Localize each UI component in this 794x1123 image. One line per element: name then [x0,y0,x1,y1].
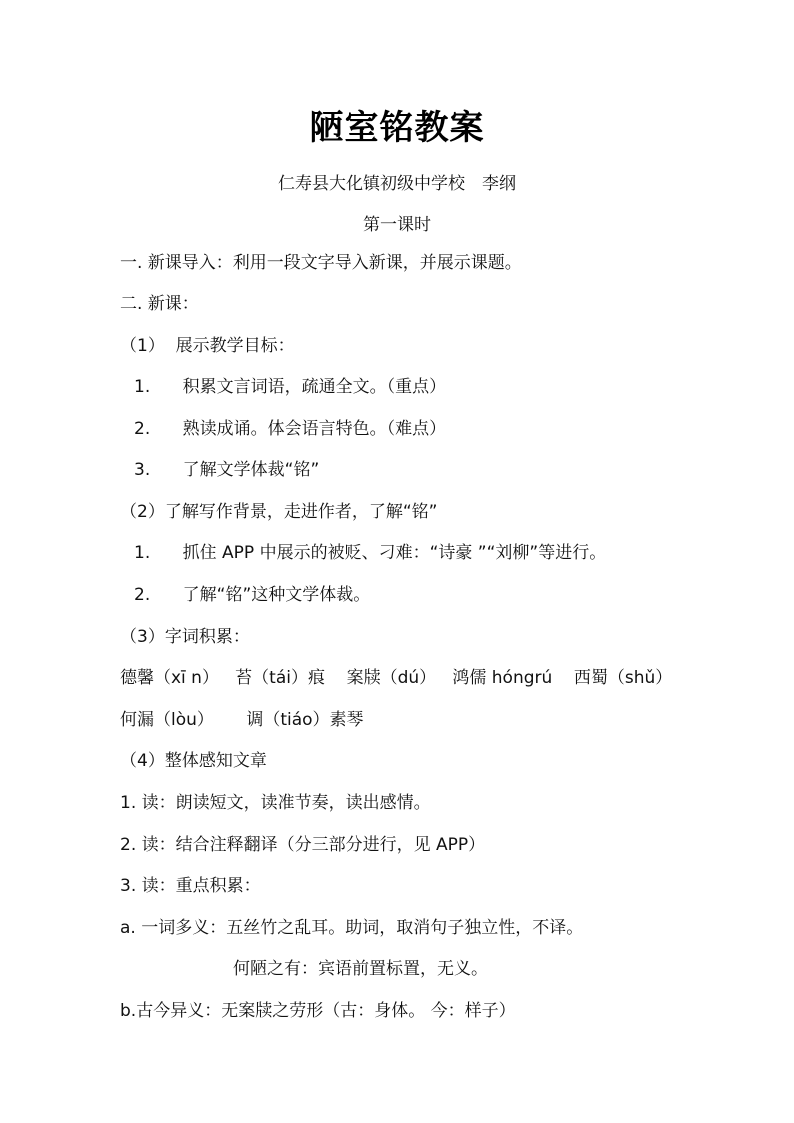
subsection-objectives: （1） 展示教学目标： [120,336,295,356]
objective-item: 1. 积累文言词语，疏通全文。（重点） [134,377,447,397]
author-line: 仁寿县大化镇初级中学校 李纲 [278,174,516,194]
ancient-modern-line: b.古今异义：无案牍之劳形（古：身体。 今：样子） [120,1001,516,1021]
subsection-vocabulary: （3）字词积累： [120,627,250,647]
document-title: 陋室铭教案 [309,108,485,148]
vocabulary-line: 何漏（lòu） 调（tiáo）素琴 [120,710,364,730]
objective-item: 3. 了解文学体裁“铭” [134,460,320,480]
vocabulary-line: 德馨（xī n） 苔（tái）痕 案牍（dú） 鸿儒 hóngrú 西蜀（shǔ） [120,668,673,688]
subsection-background: （2）了解写作背景，走进作者，了解“铭” [120,502,438,522]
reading-step: 2. 读：结合注释翻译（分三部分进行，见 APP） [120,835,486,855]
section-new-lesson: 二. 新课： [120,294,199,314]
reading-step: 1. 读：朗读短文，读准节奏，读出感情。 [120,793,431,813]
objective-item: 2. 熟读成诵。体会语言特色。（难点） [134,419,447,439]
background-item: 1. 抓住 APP 中展示的被贬、刁难：“诗豪 ”“刘柳”等进行。 [134,543,607,563]
polysemy-line: 何陋之有：宾语前置标置，无义。 [233,959,488,979]
reading-step: 3. 读：重点积累： [120,876,261,896]
subsection-overview: （4）整体感知文章 [120,751,267,771]
lesson-label: 第一课时 [363,215,431,235]
polysemy-line: a. 一词多义：五丝竹之乱耳。助词，取消句子独立性，不译。 [120,918,584,938]
background-item: 2. 了解“铭”这种文学体裁。 [134,585,371,605]
section-intro: 一. 新课导入：利用一段文字导入新课，并展示课题。 [120,253,522,273]
